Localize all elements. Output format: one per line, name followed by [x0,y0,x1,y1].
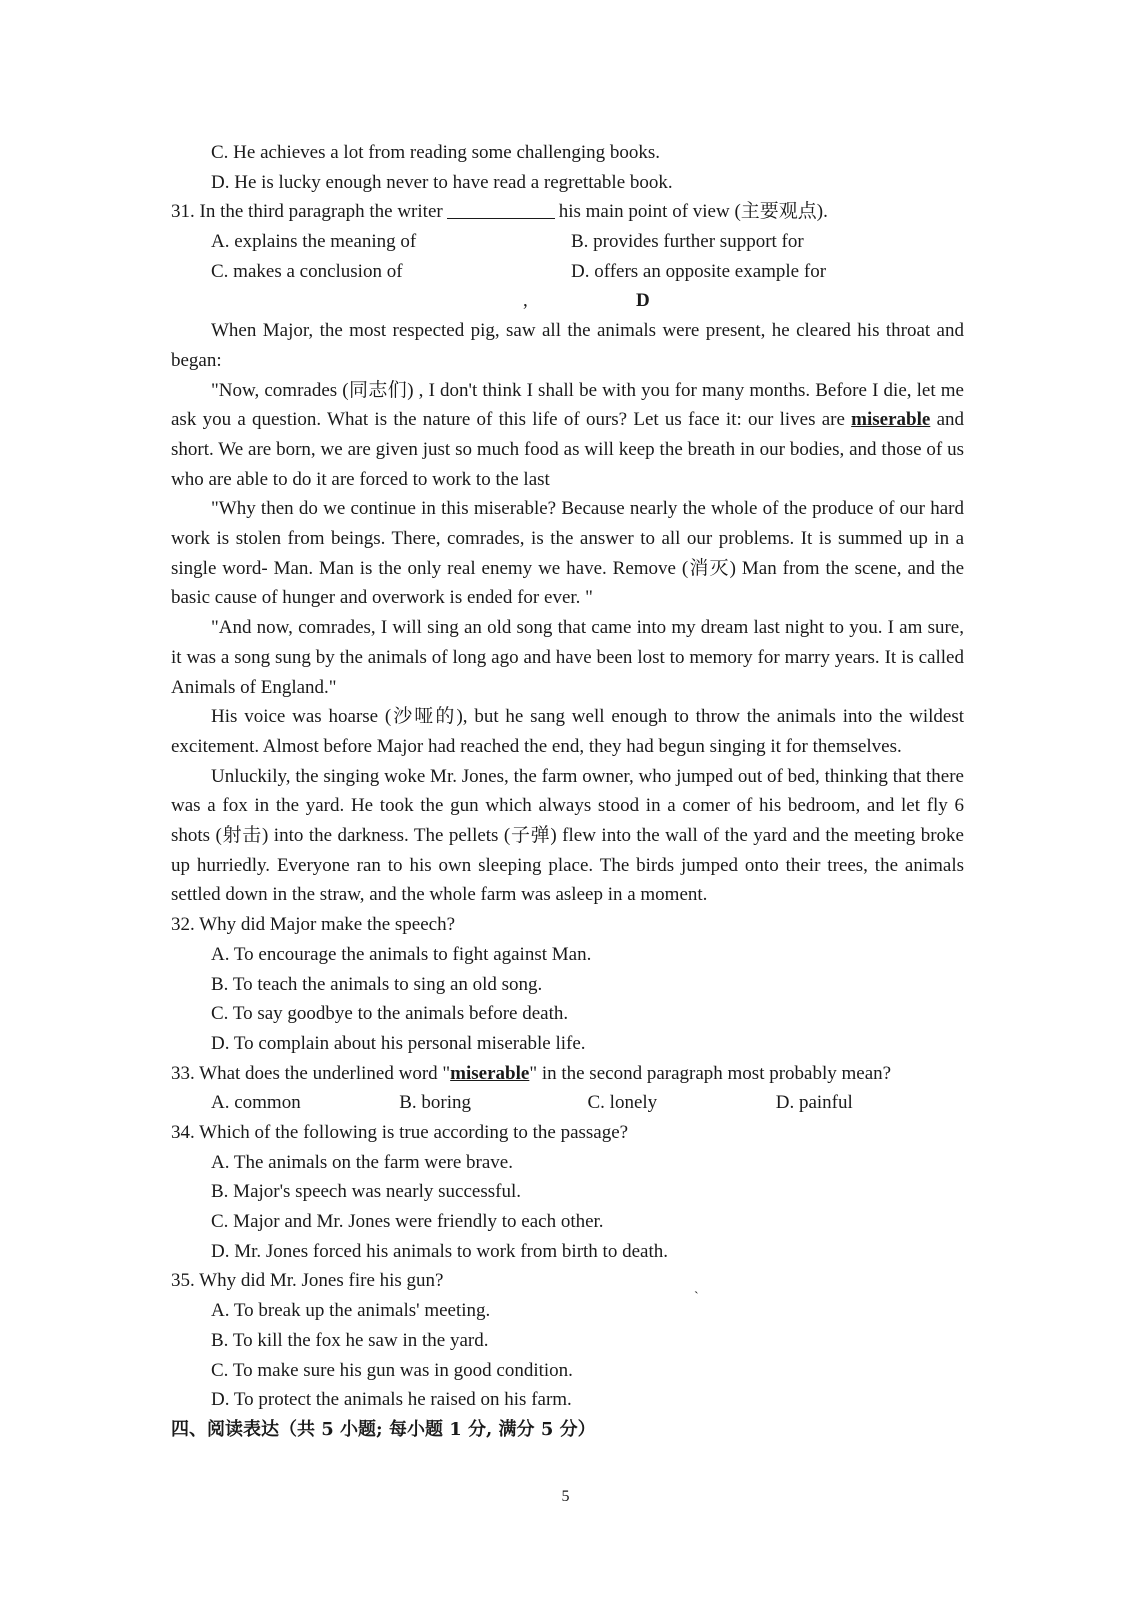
q31-option-b: B. provides further support for [571,231,804,253]
q32-stem: 32. Why did Major make the speech? [171,914,456,936]
passage-heading [171,286,964,316]
stray-tick-mark: ` [694,1290,699,1305]
q31-options-row-1 [171,227,964,257]
q35-option-c: C. To make sure his gun was in good condition. [211,1359,573,1381]
q31-option-c: C. makes a conclusion of [211,260,403,282]
p2-text-before: "Now, comrades (同志们) , I don't think I shall be with you for many months. Before I die, let me ask you a question. What is the nature of this life of ours? Let us face it: our lives are [171,379,964,431]
q33-option-a: A. common [211,1092,301,1114]
q31-option-a: A. explains the meaning of [211,231,417,253]
passage-paragraph-6: Unluckily, the singing woke Mr. Jones, the farm owner, who jumped out of bed, thinking that there was a fox in the yard. He took the gun which always stood in a comer of his bedroom, and let fly 6 shots (射击) into the darkness. The pellets (子弹) flew into the wall of the yard and the meeting broke up hurriedly. Everyone ran to his own sleeping place. The birds jumped onto their trees, the animals settled down in the straw, and the whole farm was asleep in a moment. [171,765,964,906]
answer-blank [447,199,555,219]
q35-option-d: D. To protect the animals he raised on his farm. [211,1389,572,1411]
p2-text-after: and short. We are born, we are given just so much food as will keep the breath in our bodies, and those of us who are able to do it are forced to work to the last [171,409,964,490]
q33-option-b: B. boring [399,1092,472,1114]
q30-option-d: D. He is lucky enough never to have read a regrettable book. [211,171,673,193]
passage-paragraph-5: His voice was hoarse (沙哑的), but he sang well enough to throw the animals into the wildest excitement. Almost before Major had reached the end, they had begun singing it for themselves. [171,706,964,757]
q33-stem-after: " in the second paragraph most probably mean? [529,1062,892,1084]
q31-stem [171,197,964,227]
q34-option-a: A. The animals on the farm were brave. [211,1151,513,1173]
passage-paragraph-3: "Why then do we continue in this miserable? Because nearly the whole of the produce of our hard work is stolen from beings. There, comrades, is the answer to all our problems. It is summed up in a single word- Man. Man is the only real enemy we have. Remove (消灭) Man from the scene, and the basic cause of hunger and overwork is ended for ever. " [171,498,964,609]
q32-option-a: A. To encourage the animals to fight against Man. [211,943,592,965]
q33-option-c: C. lonely [587,1092,658,1114]
exam-page-content [171,138,964,1445]
section-heading: 四、阅读表达（共 5 小题; 每小题 1 分, 满分 5 分） [171,1418,596,1440]
q35-option-b: B. To kill the fox he saw in the yard. [211,1329,489,1351]
q33-underlined-word: miserable [450,1062,530,1084]
stray-mark: , [523,290,528,312]
page-number: 5 [561,1488,570,1505]
q31-stem-after: his main point of view (主要观点). [558,201,828,223]
passage-paragraph-2 [171,376,964,495]
q32-option-b: B. To teach the animals to sing an old song. [211,973,543,995]
passage-title: D [636,290,650,312]
q33-stem-before: 33. What does the underlined word " [171,1062,451,1084]
q35-stem: 35. Why did Mr. Jones fire his gun? [171,1270,444,1292]
q33-options [171,1088,964,1118]
passage-paragraph-1: When Major, the most respected pig, saw all the animals were present, he cleared his throat and began: [171,320,964,371]
q33-stem [171,1059,964,1089]
q32-option-d: D. To complain about his personal miserable life. [211,1032,586,1054]
q34-option-c: C. Major and Mr. Jones were friendly to each other. [211,1211,604,1233]
q31-options-row-2 [171,257,964,287]
q33-option-d: D. painful [775,1092,853,1114]
q34-option-b: B. Major's speech was nearly successful. [211,1181,521,1203]
q32-option-c: C. To say goodbye to the animals before death. [211,1003,569,1025]
q31-option-d: D. offers an opposite example for [571,260,827,282]
q35-option-a: A. To break up the animals' meeting. [211,1300,491,1322]
passage-paragraph-4: "And now, comrades, I will sing an old song that came into my dream last night to you. I am sure, it was a song sung by the animals of long ago and have been lost to memory for marry years. It is called Animals of England." [171,617,964,698]
q30-option-c: C. He achieves a lot from reading some challenging books. [211,142,661,163]
q34-option-d: D. Mr. Jones forced his animals to work from birth to death. [211,1240,668,1262]
q34-stem: 34. Which of the following is true according to the passage? [171,1122,629,1143]
underlined-word: miserable [851,409,931,431]
q31-stem-before: 31. In the third paragraph the writer [171,201,443,223]
